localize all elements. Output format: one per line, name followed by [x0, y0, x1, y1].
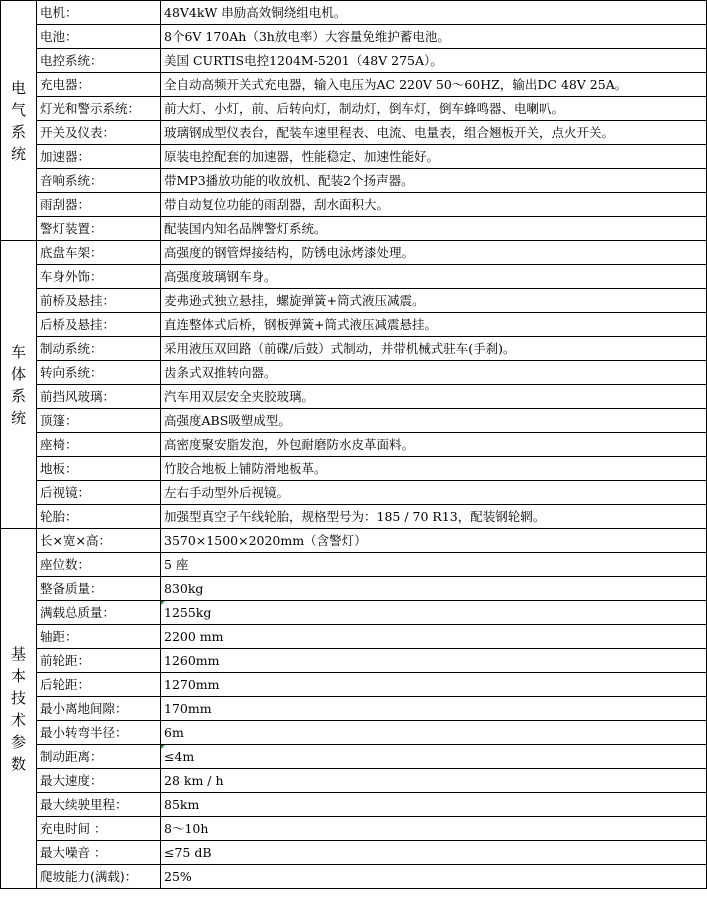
- spec-row: [1, 553, 707, 577]
- spec-row: [1, 49, 707, 73]
- spec-label: 座位数：: [37, 553, 161, 577]
- spec-row: [1, 313, 707, 337]
- spec-value: 3570×1500×2020mm（含警灯）: [161, 529, 707, 553]
- spec-value: 1255kg: [161, 601, 707, 625]
- spec-row: [1, 601, 707, 625]
- spec-row: [1, 289, 707, 313]
- spec-label: 充电器：: [37, 73, 161, 97]
- spec-row: [1, 433, 707, 457]
- spec-label: 地板：: [37, 457, 161, 481]
- spec-row: [1, 865, 707, 889]
- spec-row: [1, 793, 707, 817]
- spec-label: 音响系统：: [37, 169, 161, 193]
- spec-row: [1, 721, 707, 745]
- section-title: 基 本 技 术 参 数: [1, 529, 37, 889]
- spec-row: [1, 577, 707, 601]
- spec-value: 48V4kW 串励高效铜绕组电机。: [161, 1, 707, 25]
- spec-label: 前挡风玻璃：: [37, 385, 161, 409]
- spec-row: [1, 73, 707, 97]
- spec-value: 配装国内知名品牌警灯系统。: [161, 217, 707, 241]
- spec-row: [1, 697, 707, 721]
- spec-label: 电机：: [37, 1, 161, 25]
- spec-label: 后视镜：: [37, 481, 161, 505]
- spec-value: 全自动高频开关式充电器，输入电压为AC 220V 50～60HZ，输出DC 48V 25A。: [161, 73, 707, 97]
- spec-label: 轮胎：: [37, 505, 161, 529]
- spec-label: 转向系统：: [37, 361, 161, 385]
- spec-value: 汽车用双层安全夹胶玻璃。: [161, 385, 707, 409]
- spec-value: 28 km / h: [161, 769, 707, 793]
- spec-row: [1, 505, 707, 529]
- spec-value: 竹胶合地板上铺防滑地板革。: [161, 457, 707, 481]
- spec-row: [1, 625, 707, 649]
- spec-value: 1260mm: [161, 649, 707, 673]
- spec-value: 加强型真空子午线轮胎，规格型号为：185 / 70 R13，配装钢轮辋。: [161, 505, 707, 529]
- spec-value: 高密度聚安脂发泡，外包耐磨防水皮革面料。: [161, 433, 707, 457]
- spec-label: 电控系统：: [37, 49, 161, 73]
- section-title: 车 体 系 统: [1, 241, 37, 529]
- spec-row: [1, 745, 707, 769]
- spec-label: 雨刮器：: [37, 193, 161, 217]
- spec-value: 830kg: [161, 577, 707, 601]
- spec-row: [1, 265, 707, 289]
- spec-value: ≤75 dB: [161, 841, 707, 865]
- spec-value: 25%: [161, 865, 707, 889]
- spec-label: 制动距离：: [37, 745, 161, 769]
- spec-row: [1, 121, 707, 145]
- spec-row: [1, 193, 707, 217]
- spec-value: 5 座: [161, 553, 707, 577]
- spec-label: 爬坡能力(满载)：: [37, 865, 161, 889]
- spec-value: 采用液压双回路（前碟/后鼓）式制动，并带机械式驻车(手刹)。: [161, 337, 707, 361]
- spec-row: [1, 337, 707, 361]
- spec-row: [1, 841, 707, 865]
- spec-label: 灯光和警示系统：: [37, 97, 161, 121]
- spec-label: 充电时间 ：: [37, 817, 161, 841]
- spec-row: [1, 217, 707, 241]
- spec-label: 整备质量：: [37, 577, 161, 601]
- spec-label: 最小离地间隙：: [37, 697, 161, 721]
- spec-value: 麦弗逊式独立悬挂，螺旋弹簧+筒式液压减震。: [161, 289, 707, 313]
- spec-label: 最大续驶里程：: [37, 793, 161, 817]
- spec-value: 美国 CURTIS电控1204M-5201（48V 275A）。: [161, 49, 707, 73]
- spec-value: ≤4m: [161, 745, 707, 769]
- spec-value: 8～10h: [161, 817, 707, 841]
- spec-value: 高强度ABS吸塑成型。: [161, 409, 707, 433]
- spec-value: 6m: [161, 721, 707, 745]
- spec-row: [1, 385, 707, 409]
- spec-value: 2200 mm: [161, 625, 707, 649]
- spec-row: [1, 169, 707, 193]
- spec-row: [1, 673, 707, 697]
- spec-label: 轴距：: [37, 625, 161, 649]
- spec-value: 85km: [161, 793, 707, 817]
- spec-label: 制动系统：: [37, 337, 161, 361]
- spec-label: 电池：: [37, 25, 161, 49]
- spec-label: 最大速度：: [37, 769, 161, 793]
- spec-row: [1, 481, 707, 505]
- spec-row: [1, 145, 707, 169]
- spec-label: 车身外饰：: [37, 265, 161, 289]
- spec-label: 顶篷：: [37, 409, 161, 433]
- spec-row: [1, 769, 707, 793]
- spec-label: 前轮距：: [37, 649, 161, 673]
- spec-row: [1, 97, 707, 121]
- spec-value: 前大灯、小灯，前、后转向灯，制动灯，倒车灯，倒车蜂鸣器、电喇叭。: [161, 97, 707, 121]
- section-title: 电 气 系 统: [1, 1, 37, 241]
- spec-label: 后桥及悬挂：: [37, 313, 161, 337]
- spec-row: [1, 457, 707, 481]
- spec-value: 高强度的钢管焊接结构，防锈电泳烤漆处理。: [161, 241, 707, 265]
- spec-row: [1, 1, 707, 25]
- spec-label: 加速器：: [37, 145, 161, 169]
- spec-table-body: [1, 1, 707, 889]
- spec-row: [1, 649, 707, 673]
- spec-value: 8个6V 170Ah（3h放电率）大容量免维护蓄电池。: [161, 25, 707, 49]
- spec-value: 齿条式双推转向器。: [161, 361, 707, 385]
- spec-row: [1, 529, 707, 553]
- spec-value: 170mm: [161, 697, 707, 721]
- spec-value: 玻璃钢成型仪表台，配装车速里程表、电流、电量表，组合翘板开关，点火开关。: [161, 121, 707, 145]
- spec-row: [1, 361, 707, 385]
- spec-label: 警灯装置：: [37, 217, 161, 241]
- spec-row: [1, 409, 707, 433]
- spec-label: 最小转弯半径：: [37, 721, 161, 745]
- spec-label: 座椅：: [37, 433, 161, 457]
- spec-label: 前桥及悬挂：: [37, 289, 161, 313]
- spec-value: 1270mm: [161, 673, 707, 697]
- spec-row: [1, 817, 707, 841]
- spec-label: 长×宽×高：: [37, 529, 161, 553]
- spec-value: 原装电控配套的加速器，性能稳定、加速性能好。: [161, 145, 707, 169]
- spec-label: 后轮距：: [37, 673, 161, 697]
- spec-value: 直连整体式后桥，钢板弹簧+筒式液压减震悬挂。: [161, 313, 707, 337]
- spec-label: 满载总质量：: [37, 601, 161, 625]
- spec-value: 高强度玻璃钢车身。: [161, 265, 707, 289]
- spec-label: 底盘车架：: [37, 241, 161, 265]
- spec-label: 开关及仪表：: [37, 121, 161, 145]
- spec-row: [1, 241, 707, 265]
- spec-value: 左右手动型外后视镜。: [161, 481, 707, 505]
- spec-row: [1, 25, 707, 49]
- spec-label: 最大噪音 ：: [37, 841, 161, 865]
- spec-value: 带自动复位功能的雨刮器，刮水面积大。: [161, 193, 707, 217]
- spec-value: 带MP3播放功能的收放机、配装2个扬声器。: [161, 169, 707, 193]
